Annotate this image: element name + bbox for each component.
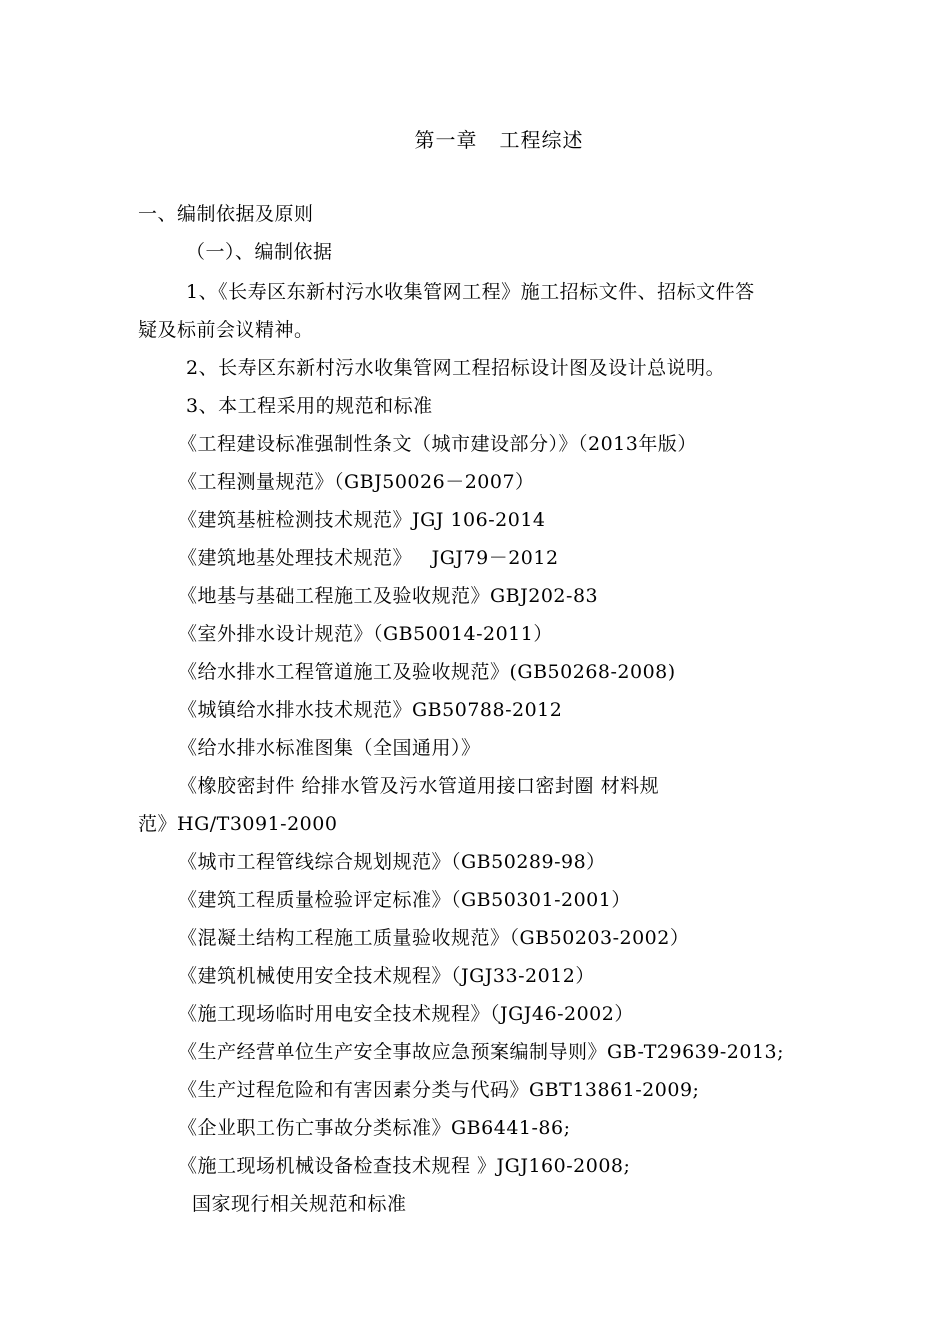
standard-item-continued: 范》HG/T3091-2000 — [138, 813, 338, 835]
standard-item: 《施工现场机械设备检查技术规程 》JGJ160-2008; — [178, 1155, 631, 1177]
standard-item: 《混凝土结构工程施工质量验收规范》（GB50203-2002） — [178, 927, 690, 949]
standard-item: 《建筑工程质量检验评定标准》（GB50301-2001） — [178, 889, 631, 911]
standard-item: 《工程建设标准强制性条文（城市建设部分）》（2013年版） — [178, 433, 697, 455]
standard-item: 《给水排水标准图集（全国通用）》 — [178, 737, 481, 759]
standard-item: 《橡胶密封件 给排水管及污水管道用接口密封圈 材料规 — [178, 775, 660, 797]
item1-line2: 疑及标前会议精神。 — [138, 319, 314, 341]
standard-item: 《建筑机械使用安全技术规程》（JGJ33-2012） — [178, 965, 595, 987]
subsection-heading: （一）、编制依据 — [186, 241, 333, 263]
standard-item: 《城市工程管线综合规划规范》（GB50289-98） — [178, 851, 606, 873]
standard-item: 《建筑地基处理技术规范》 JGJ79－2012 — [178, 547, 559, 569]
standard-item: 《室外排水设计规范》（GB50014-2011） — [178, 623, 553, 645]
standard-item: 《给水排水工程管道施工及验收规范》(GB50268-2008) — [178, 661, 676, 683]
standard-item: 《生产经营单位生产安全事故应急预案编制导则》GB-T29639-2013; — [178, 1041, 785, 1063]
standard-item: 《建筑基桩检测技术规范》JGJ 106-2014 — [178, 509, 546, 531]
standard-item-last: 国家现行相关规范和标准 — [192, 1193, 407, 1215]
standard-item: 《生产过程危险和有害因素分类与代码》GBT13861-2009; — [178, 1079, 700, 1101]
item3-text: 3、本工程采用的规范和标准 — [186, 395, 433, 417]
standard-item: 《施工现场临时用电安全技术规程》（JGJ46-2002） — [178, 1003, 634, 1025]
standard-item: 《城镇给水排水技术规范》GB50788-2012 — [178, 699, 563, 721]
standard-item: 《企业职工伤亡事故分类标准》GB6441-86; — [178, 1117, 571, 1139]
item1-line1: 1、《长寿区东新村污水收集管网工程》施工招标文件、招标文件答 — [186, 281, 755, 303]
chapter-title: 第一章 工程综述 — [414, 128, 584, 152]
standard-item: 《工程测量规范》（GBJ50026－2007） — [178, 471, 535, 493]
item2-text: 2、长寿区东新村污水收集管网工程招标设计图及设计总说明。 — [186, 357, 726, 379]
section-heading: 一、编制依据及原则 — [138, 203, 314, 225]
standard-item: 《地基与基础工程施工及验收规范》GBJ202-83 — [178, 585, 599, 607]
